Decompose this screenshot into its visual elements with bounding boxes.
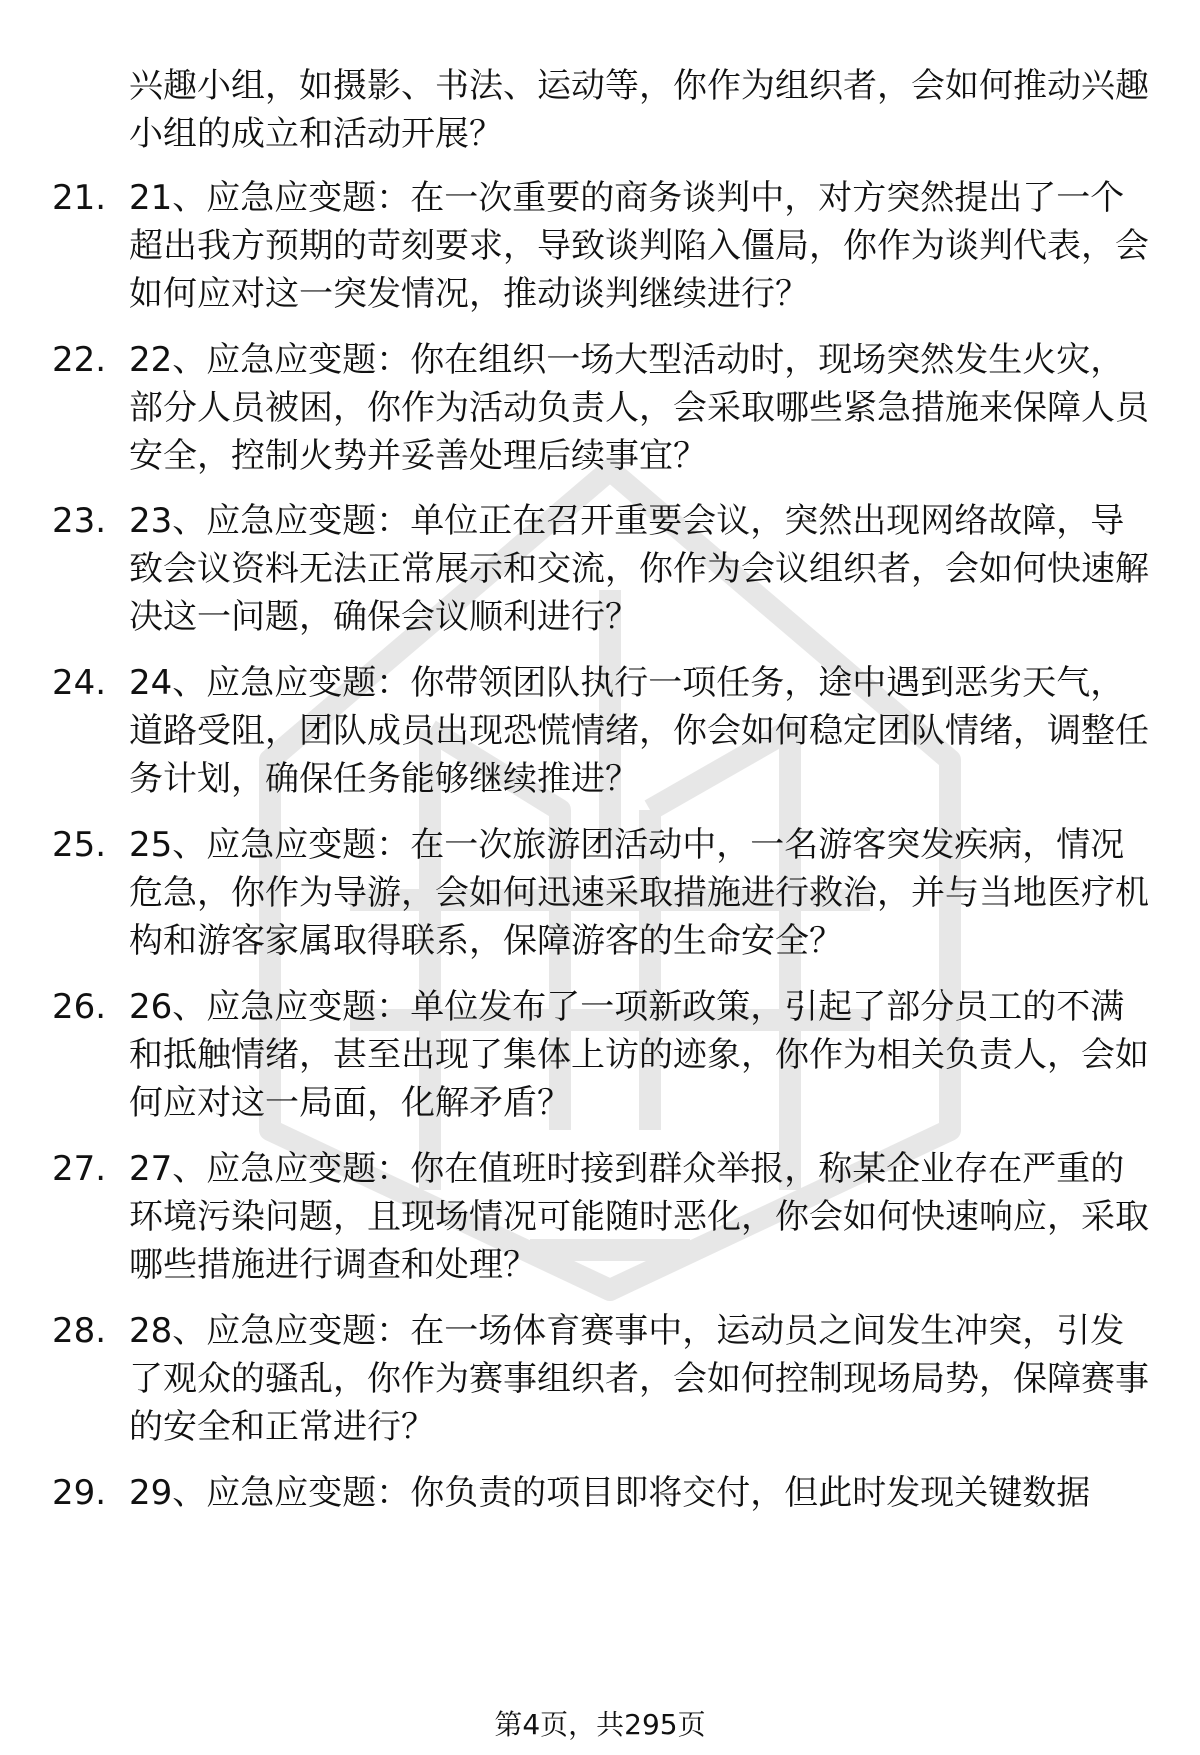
list-number: 29. [52,1473,107,1513]
question-text: 23、应急应变题：单位正在召开重要会议，突然出现网络故障，导致会议资料无法正常展示和交流，你作为会议组织者，会如何快速解决这一问题，确保会议顺利进行？ [129,501,1149,637]
question-text: 24、应急应变题：你带领团队执行一项任务，途中遇到恶劣天气，道路受阻，团队成员出现恐慌情绪，你会如何稳定团队情绪，调整任务计划，确保任务能够继续推进？ [129,663,1149,799]
list-number: 24. [52,663,107,703]
list-number: 27. [52,1149,107,1189]
list-number: 23. [52,501,107,541]
question-text: 27、应急应变题：你在值班时接到群众举报，称某企业存在严重的环境污染问题，且现场情况可能随时恶化，你会如何快速响应，采取哪些措施进行调查和处理？ [129,1149,1149,1285]
question-text: 22、应急应变题：你在组织一场大型活动时，现场突然发生火灾，部分人员被困，你作为活动负责人，会采取哪些紧急措施来保障人员安全，控制火势并妥善处理后续事宜？ [129,340,1149,476]
list-number: 25. [52,825,107,865]
list-number: 26. [52,987,107,1027]
page-footer: 第4页，共295页 [494,1708,706,1741]
list-number: 22. [52,340,107,380]
question-text: 21、应急应变题：在一次重要的商务谈判中，对方突然提出了一个超出我方预期的苛刻要求，导致谈判陷入僵局，你作为谈判代表，会如何应对这一突发情况，推动谈判继续进行？ [129,178,1149,314]
question-text: 25、应急应变题：在一次旅游团活动中，一名游客突发疾病，情况危急，你作为导游，会如何迅速采取措施进行救治，并与当地医疗机构和游客家属取得联系，保障游客的生命安全？ [129,825,1149,961]
question-text: 29、应急应变题：你负责的项目即将交付，但此时发现关键数据 [129,1473,1091,1513]
list-number: 28. [52,1311,107,1351]
list-number: 21. [52,178,107,218]
question-text: 28、应急应变题：在一场体育赛事中，运动员之间发生冲突，引发了观众的骚乱，你作为赛事组织者，会如何控制现场局势，保障赛事的安全和正常进行？ [129,1311,1149,1447]
continuation-paragraph: 兴趣小组，如摄影、书法、运动等，你作为组织者，会如何推动兴趣小组的成立和活动开展？ [129,66,1149,154]
question-text: 26、应急应变题：单位发布了一项新政策，引起了部分员工的不满和抵触情绪，甚至出现了集体上访的迹象，你作为相关负责人，会如何应对这一局面，化解矛盾？ [129,987,1149,1123]
